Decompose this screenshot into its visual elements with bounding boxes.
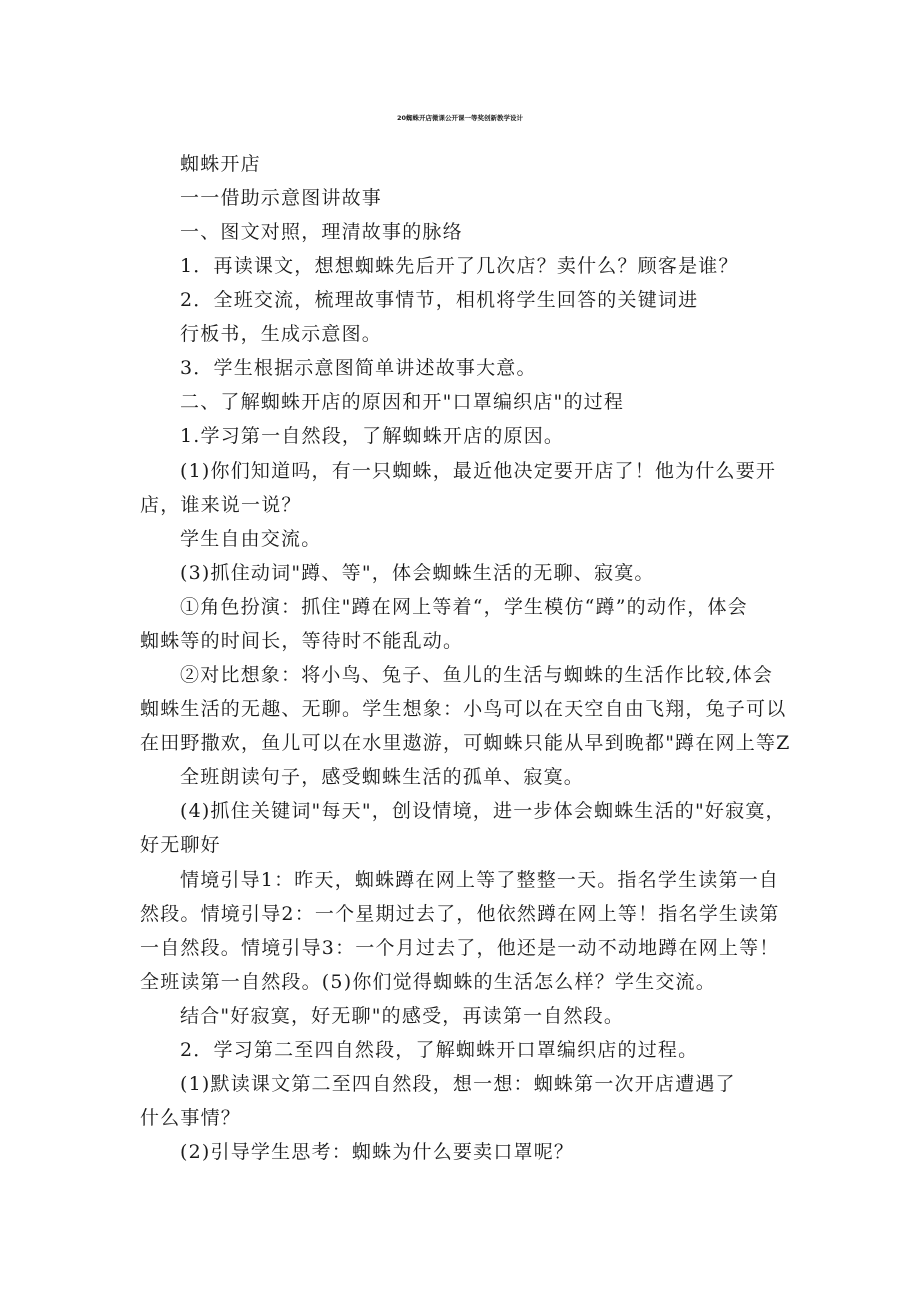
- paragraph-line: (3)抓住动词"蹲、等"，体会蜘蛛生活的无聊、寂寞。: [180, 562, 655, 584]
- paragraph-line: 一、图文对照，理清故事的脉络: [180, 221, 463, 243]
- page-title: 20蜘蛛开店微课公开课一等奖创新教学设计: [396, 114, 524, 122]
- paragraph-line: 情境引导1：昨天，蜘蛛蹲在网上等了整整一天。指名学生读第一自: [180, 869, 780, 891]
- paragraph-line: 学生自由交流。: [180, 528, 322, 550]
- paragraph-line: 全班读第一自然段。(5)你们觉得蜘蛛的生活怎么样？学生交流。: [140, 971, 716, 993]
- paragraph-line: 一一借助示意图讲故事: [180, 187, 383, 209]
- paragraph-line: 3．学生根据示意图简单讲述故事大意。: [180, 357, 537, 379]
- paragraph-line: 什么事情？: [140, 1107, 242, 1129]
- paragraph-line: ①角色扮演：抓住"蹲在网上等着“，学生模仿“蹲”的动作，体会: [180, 596, 748, 618]
- paragraph-line: 好无聊好: [140, 834, 221, 856]
- paragraph-line: 1.学习第一自然段，了解蜘蛛开店的原因。: [180, 425, 565, 447]
- paragraph-line: 结合"好寂寞，好无聊"的感受，再读第一自然段。: [180, 1005, 625, 1027]
- paragraph-line: 二、了解蜘蛛开店的原因和开"口罩编织店"的过程: [180, 391, 625, 413]
- paragraph-line: (1)你们知道吗，有一只蜘蛛，最近他决定要开店了！他为什么要开: [180, 460, 777, 482]
- paragraph-line: (1)默读课文第二至四自然段，想一想：蜘蛛第一次开店遭遇了: [180, 1073, 736, 1095]
- paragraph-line: 店，谁来说一说？: [140, 494, 302, 516]
- paragraph-line: 蜘蛛开店: [180, 153, 261, 175]
- paragraph-line: 在田野撒欢，鱼儿可以在水里遨游，可蜘蛛只能从早到晚都"蹲在网上等Z: [140, 732, 791, 754]
- paragraph-line: (2)引导学生思考：蜘蛛为什么要卖口罩呢？: [180, 1141, 575, 1163]
- paragraph-line: 然段。情境引导2：一个星期过去了，他依然蹲在网上等！指名学生读第: [140, 903, 780, 925]
- paragraph-line: 行板书，生成示意图。: [180, 323, 383, 345]
- paragraph-line: 1．再读课文，想想蜘蛛先后开了几次店？卖什么？顾客是谁？: [180, 255, 739, 277]
- paragraph-line: 2．学习第二至四自然段，了解蜘蛛开口罩编织店的过程。: [180, 1039, 699, 1061]
- paragraph-line: (4)抓住关键词"每天"，创设情境，进一步体会蜘蛛生活的"好寂寞，: [180, 800, 786, 822]
- paragraph-line: 蜘蛛等的时间长，等待时不能乱动。: [140, 630, 464, 652]
- paragraph-line: 全班朗读句子，感受蜘蛛生活的孤单、寂寞。: [180, 766, 585, 788]
- paragraph-line: 2．全班交流，梳理故事情节，相机将学生回答的关键词进: [180, 289, 699, 311]
- paragraph-line: 蜘蛛生活的无趣、无聊。学生想象：小鸟可以在天空自由飞翔，兔子可以: [140, 698, 787, 720]
- paragraph-line: 一自然段。情境引导3：一个月过去了，他还是一动不动地蹲在网上等！: [140, 937, 780, 959]
- paragraph-line: ②对比想象：将小鸟、兔子、鱼儿的生活与蜘蛛的生活作比较,体会: [180, 664, 774, 686]
